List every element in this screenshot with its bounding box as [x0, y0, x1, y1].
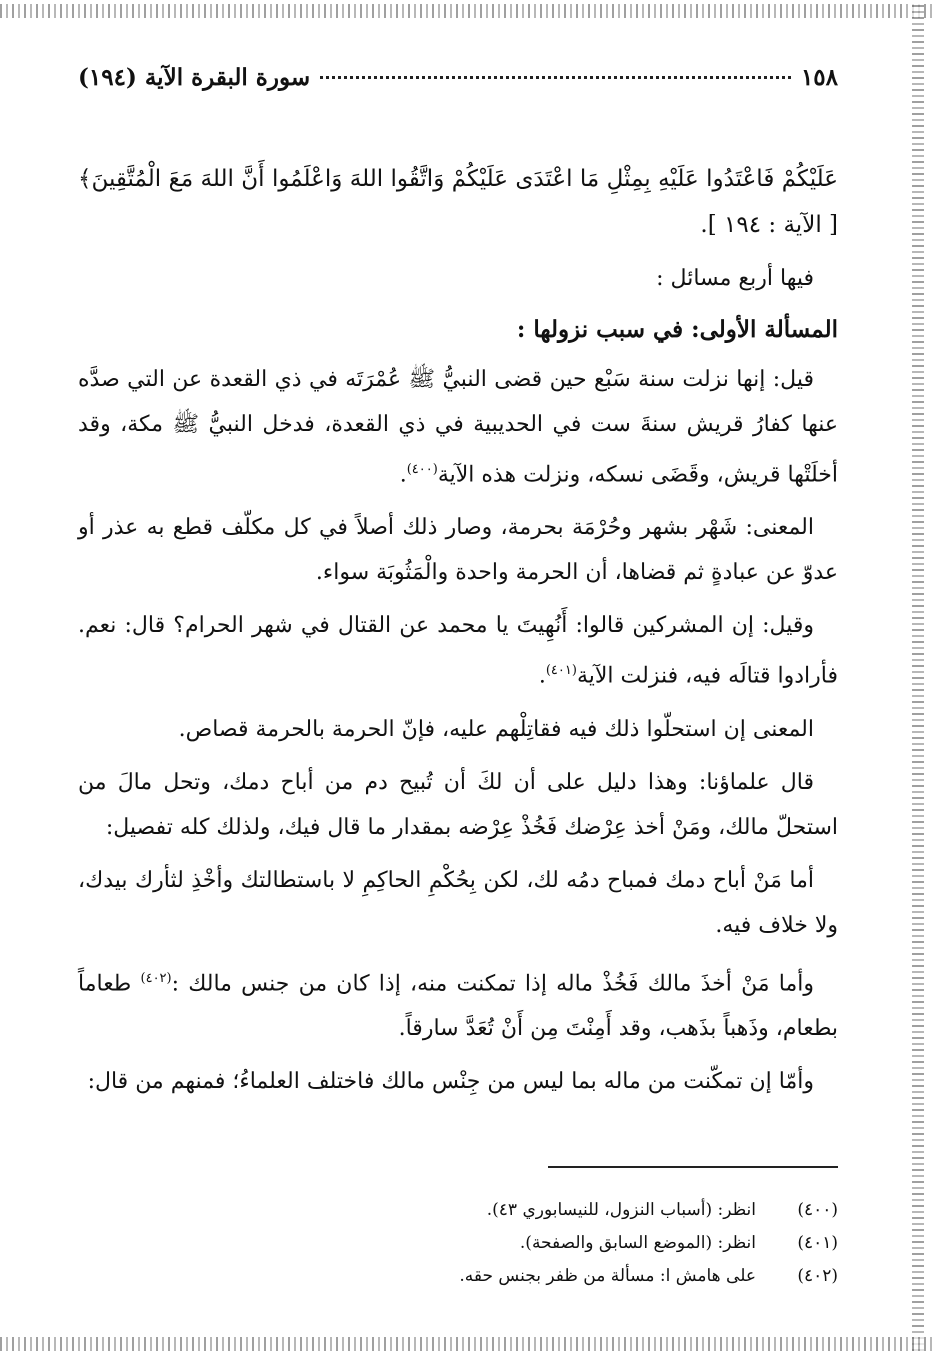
- decorative-border-right: [912, 4, 924, 1351]
- footnote-ref-400: (٤٠٠): [406, 462, 438, 477]
- paragraph-3: [78, 603, 838, 698]
- footnote-402: [78, 1260, 838, 1293]
- footnote-number: (٤٠٠): [797, 1200, 838, 1220]
- paragraph-3-end: .: [538, 663, 546, 689]
- paragraph-3-text: وقيل: إن المشركين قالوا: أَنُهِيتَ يا محمد عن القتال في شهر الحرام؟ قال: نعم. فأرادوا قتالَه فيه، فنزلت الآية: [78, 613, 838, 689]
- paragraph-4: المعنى إن استحلّوا ذلك فيه فقاتِلْهم عليه، فإنّ الحرمة بالحرمة قصاص.: [178, 716, 814, 742]
- footnote-text: انظر: (الموضع السابق والصفحة).: [519, 1233, 756, 1253]
- decorative-border-bottom: [0, 1337, 936, 1351]
- page-number: ١٥٨: [800, 64, 838, 91]
- footnote-separator: [548, 1166, 838, 1168]
- paragraph-7-text-a: وأما مَنْ أخذَ مالك فَخُذْ ماله إذا تمكنت منه، إذا كان من جنس مالك :: [171, 970, 814, 996]
- paragraph-1-text: قيل: إنها نزلت سنة سَبْع حين قضى النبيُّ ﷺ عُمْرَتَه في ذي القعدة عن التي صدَّه عنها كفارُ قريش سنةَ ست في الحديبية في ذي القعدة، فدخل النبيُّ ﷺ مكة، وقد أخلَتْها قريش، وقَضَى نسكه، ونزلت هذه الآية: [78, 367, 838, 488]
- paragraph-7: [78, 956, 838, 1051]
- footnote-ref-401: (٤٠١): [545, 663, 577, 679]
- paragraph-1: [78, 357, 838, 497]
- paragraph-7-text-b: طعاماً بطعام، وذَهباً بذَهب، وقد أَمِنْتَ مِن أَنْ تُعَدَّ سارقاً.: [78, 970, 838, 1041]
- header-dotted-leader: [320, 76, 791, 79]
- footnote-text: على هامش ا: مسألة من ظفر بجنس حقه.: [459, 1266, 756, 1286]
- book-page: [78, 64, 838, 1286]
- paragraph-1-end: .: [399, 462, 407, 488]
- quran-verse: عَلَيْكُمْ فَاعْتَدُوا عَلَيْهِ بِمِثْلِ مَا اعْتَدَى عَلَيْكُمْ وَاتَّقُوا اللهَ وَاعْلَمُوا أَنَّ اللهَ مَعَ الْمُتَّقِينَ﴾ [ الآية : ١٩٤ ].: [78, 166, 838, 238]
- paragraph-5: قال علماؤنا: وهذا دليل على أن لكَ أن تُبيح دم من أباح دمك، وتحل مالَ من استحلّ مالك، ومَنْ أخذ عِرْضك فَخُذْ عِرْضه بمقدار ما قال فيك، ولذلك كله تفصيل:: [78, 769, 838, 840]
- footnote-text: انظر: (أسباب النزول، للنيسابوري ٤٣).: [486, 1200, 756, 1220]
- footnotes: [78, 1194, 838, 1293]
- footnote-number: (٤٠١): [797, 1233, 838, 1253]
- intro-line: فيها أربع مسائل :: [656, 266, 814, 291]
- issue-one-heading: المسألة الأولى: في سبب نزولها :: [516, 316, 838, 343]
- decorative-border-top: [0, 4, 936, 18]
- footnote-400: [78, 1194, 838, 1227]
- paragraph-2: المعنى: شَهْر بشهر وحُرْمَة بحرمة، وصار ذلك أصلاً في كل مكلّف قطع به عذر أو عدوّ عن عبادةٍ ثم قضاها، أن الحرمة واحدة والْمَثُوبَة سواء.: [78, 515, 838, 586]
- footnote-number: (٤٠٢): [797, 1266, 838, 1286]
- paragraph-6: أما مَنْ أباح دمك فمباح دمُه لك، لكن بِحُكْمِ الحاكِمِ لا باستطالتك وأخْذِ لثأرك بيدك، ولا خلاف فيه.: [78, 867, 838, 938]
- paragraph-8: وأمّا إن تمكّنت من ماله بما ليس من جِنْس مالك فاختلف العلماءُ؛ فمنهم من قال:: [87, 1068, 814, 1094]
- footnote-ref-402: (٤٠٢): [140, 970, 172, 986]
- chapter-title: سورة البقرة الآية (١٩٤): [78, 64, 311, 91]
- running-header: [78, 64, 838, 108]
- footnote-401: [78, 1227, 838, 1260]
